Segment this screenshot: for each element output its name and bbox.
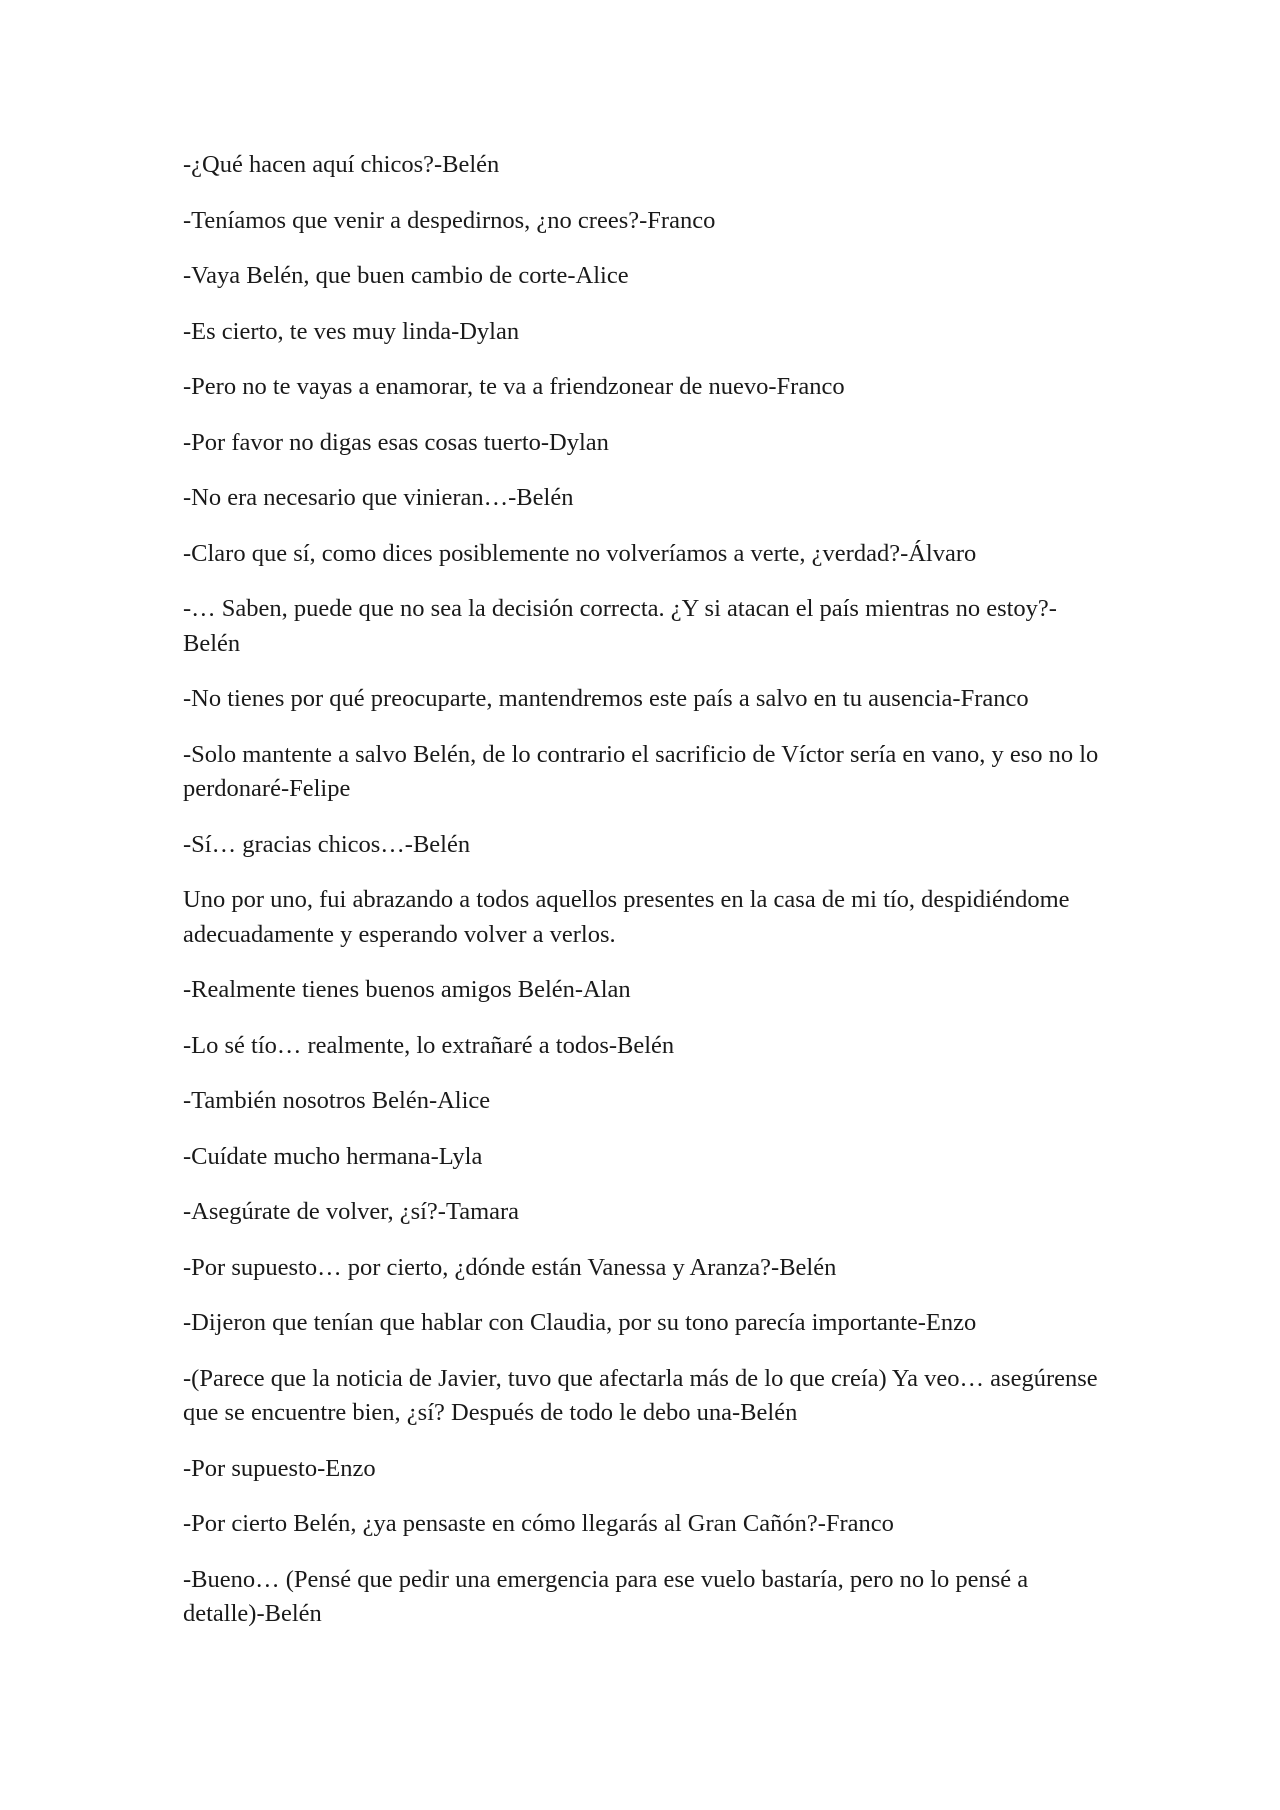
paragraph-18: -Asegúrate de volver, ¿sí?-Tamara	[183, 1198, 520, 1225]
paragraph-21: -(Parece que la noticia de Javier, tuvo que afectarla más de lo que creía) Ya veo… asegúrense que se encuentre bien, ¿sí? Después de todo le debo una-Belén	[183, 1364, 1098, 1426]
paragraph-2: -Teníamos que venir a despedirnos, ¿no crees?-Franco	[183, 206, 716, 234]
paragraph-17: -Cuídate mucho hermana-Lyla	[183, 1142, 483, 1170]
paragraph-12: -Sí… gracias chicos…-Belén	[183, 830, 471, 858]
paragraph-1: -¿Qué hacen aquí chicos?-Belén	[183, 151, 500, 178]
paragraph-23: -Por cierto Belén, ¿ya pensaste en cómo llegarás al Gran Cañón?-Franco	[183, 1510, 894, 1537]
paragraph-16: -También nosotros Belén-Alice	[183, 1087, 491, 1114]
paragraph-15: -Lo sé tío… realmente, lo extrañaré a todos-Belén	[183, 1031, 675, 1059]
paragraph-20: -Dijeron que tenían que hablar con Claudia, por su tono parecía importante-Enzo	[183, 1309, 977, 1336]
paragraph-5: -Pero no te vayas a enamorar, te va a friendzonear de nuevo-Franco	[183, 373, 845, 400]
paragraph-4: -Es cierto, te ves muy linda-Dylan	[183, 317, 520, 345]
paragraph-22: -Por supuesto-Enzo	[183, 1454, 376, 1482]
document-body	[183, 148, 1103, 1653]
paragraph-8: -Claro que sí, como dices posiblemente no volveríamos a verte, ¿verdad?-Álvaro	[183, 539, 977, 567]
paragraph-3: -Vaya Belén, que buen cambio de corte-Alice	[183, 262, 629, 289]
paragraph-24: -Bueno… (Pensé que pedir una emergencia para ese vuelo bastaría, pero no lo pensé a detalle)-Belén	[183, 1565, 1029, 1627]
paragraph-14: -Realmente tienes buenos amigos Belén-Alan	[183, 976, 631, 1003]
paragraph-10: -No tienes por qué preocuparte, mantendremos este país a salvo en tu ausencia-Franco	[183, 685, 1029, 712]
paragraph-13: Uno por uno, fui abrazando a todos aquellos presentes en la casa de mi tío, despidiéndome adecuadamente y esperando volver a verlos.	[183, 886, 1070, 948]
paragraph-11: -Solo mantente a salvo Belén, de lo contrario el sacrificio de Víctor sería en vano, y eso no lo perdonaré-Felipe	[183, 740, 1099, 802]
paragraph-9: -… Saben, puede que no sea la decisión correcta. ¿Y si atacan el país mientras no estoy?-Belén	[183, 595, 1057, 657]
paragraph-19: -Por supuesto… por cierto, ¿dónde están Vanessa y Aranza?-Belén	[183, 1253, 837, 1281]
paragraph-7: -No era necesario que vinieran…-Belén	[183, 484, 574, 511]
paragraph-6: -Por favor no digas esas cosas tuerto-Dylan	[183, 428, 609, 456]
